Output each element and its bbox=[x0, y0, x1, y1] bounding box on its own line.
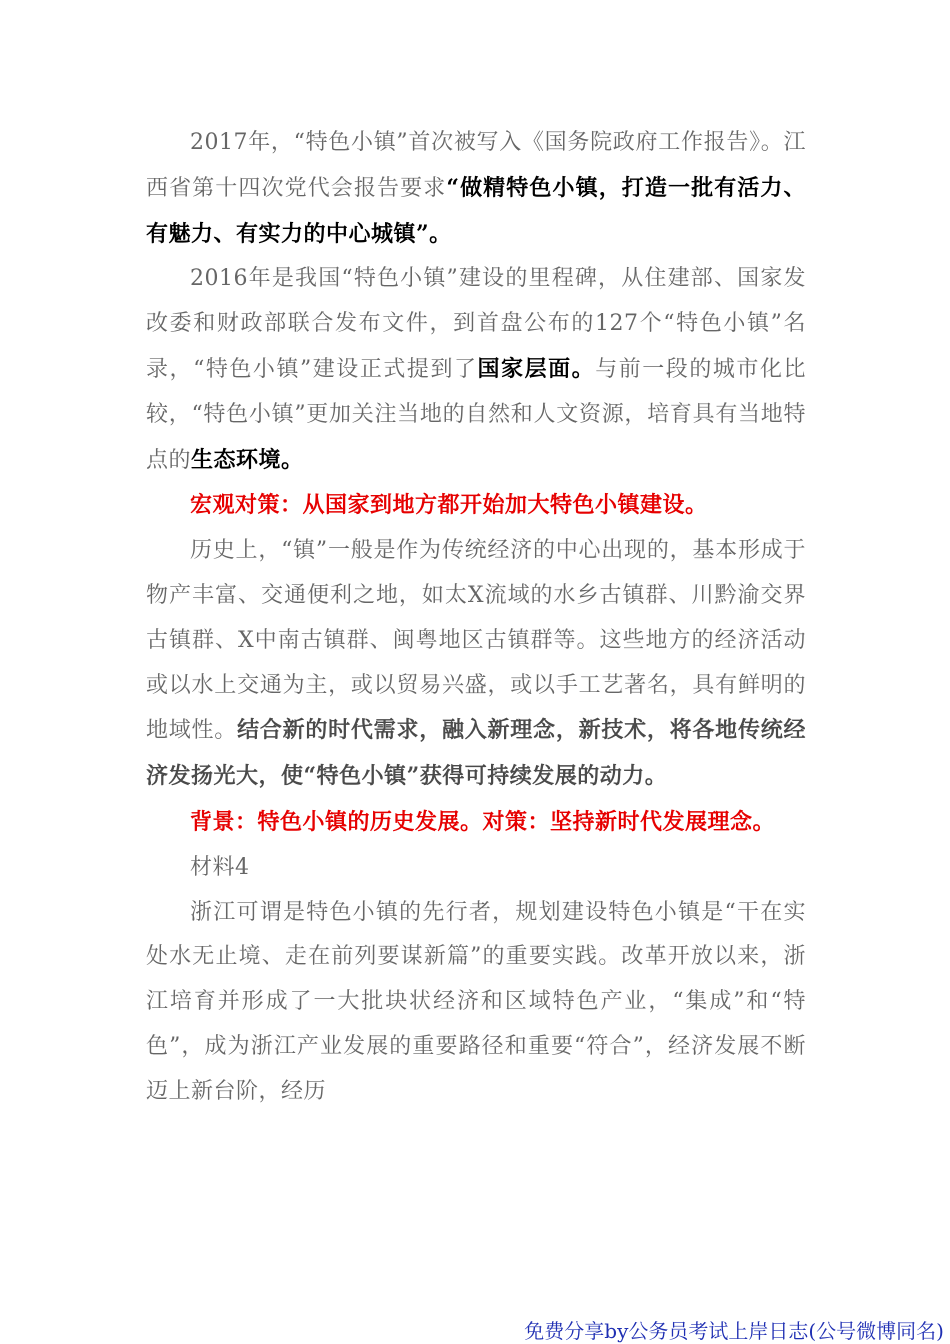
paragraph-text: 历史上，“镇”一般是作为传统经济的中心出现的，基本形成于物产丰富、交通便利之地，如太X流域的水乡古镇群、川黔渝交界古镇群、X中南古镇群、闽粤地区古镇群等。这些地方的经济活动或以水上交通为主，或以贸易兴盛，或以手工艺著名，具有鲜明的地域性。 bbox=[146, 538, 806, 744]
paragraph-text: 与前一段的城市化比较，“特色小镇”更加关注当地的自然和人文资源，培育具有当地特点的 bbox=[146, 356, 806, 473]
bold-phrase: 生态环境。 bbox=[191, 446, 304, 473]
document-body bbox=[146, 121, 806, 1115]
annotation-background bbox=[146, 800, 806, 846]
bold-quote: “做精特色小镇，打造一批有活力、有魅力、有实力的中心城镇”。 bbox=[146, 174, 806, 247]
red-annotation: 背景：特色小镇的历史发展。对策：坚持新时代发展理念。 bbox=[190, 808, 776, 835]
material-heading bbox=[146, 846, 806, 891]
paragraph-text: 2017年，“特色小镇”首次被写入《国务院政府工作报告》。江西省第十四次党代会报告要求 bbox=[146, 130, 806, 201]
annotation-macro-strategy bbox=[146, 483, 806, 529]
bold-phrase: 国家层面。 bbox=[477, 355, 596, 382]
paragraph-2017-report bbox=[146, 121, 806, 257]
paragraph-text: 浙江可谓是特色小镇的先行者，规划建设特色小镇是“干在实处水无止境、走在前列要谋新篇”的重要实践。改革开放以来，浙江培育并形成了一大批块状经济和区域特色产业，“集成”和“特色”，成为浙江产业发展的重要路径和重要“符合”，经济发展不断迈上新台阶，经历 bbox=[146, 899, 806, 1104]
paragraph-zhejiang bbox=[146, 891, 806, 1115]
paragraph-text: 2016年是我国“特色小镇”建设的里程碑，从住建部、国家发改委和财政部联合发布文件，到首盘公布的127个“特色小镇”名录，“特色小镇”建设正式提到了 bbox=[146, 266, 806, 382]
material-label: 材料4 bbox=[190, 854, 250, 880]
paragraph-history bbox=[146, 529, 806, 800]
red-annotation: 宏观对策：从国家到地方都开始加大特色小镇建设。 bbox=[190, 492, 708, 519]
footer-watermark: 免费分享by公务员考试上岸日志(公号微博同名) bbox=[524, 1319, 944, 1343]
bold-conclusion: 结合新的时代需求，融入新理念，新技术，将各地传统经济发扬光大，使“特色小镇”获得可持续发展的动力。 bbox=[146, 717, 806, 790]
paragraph-2016-milestone bbox=[146, 257, 806, 483]
